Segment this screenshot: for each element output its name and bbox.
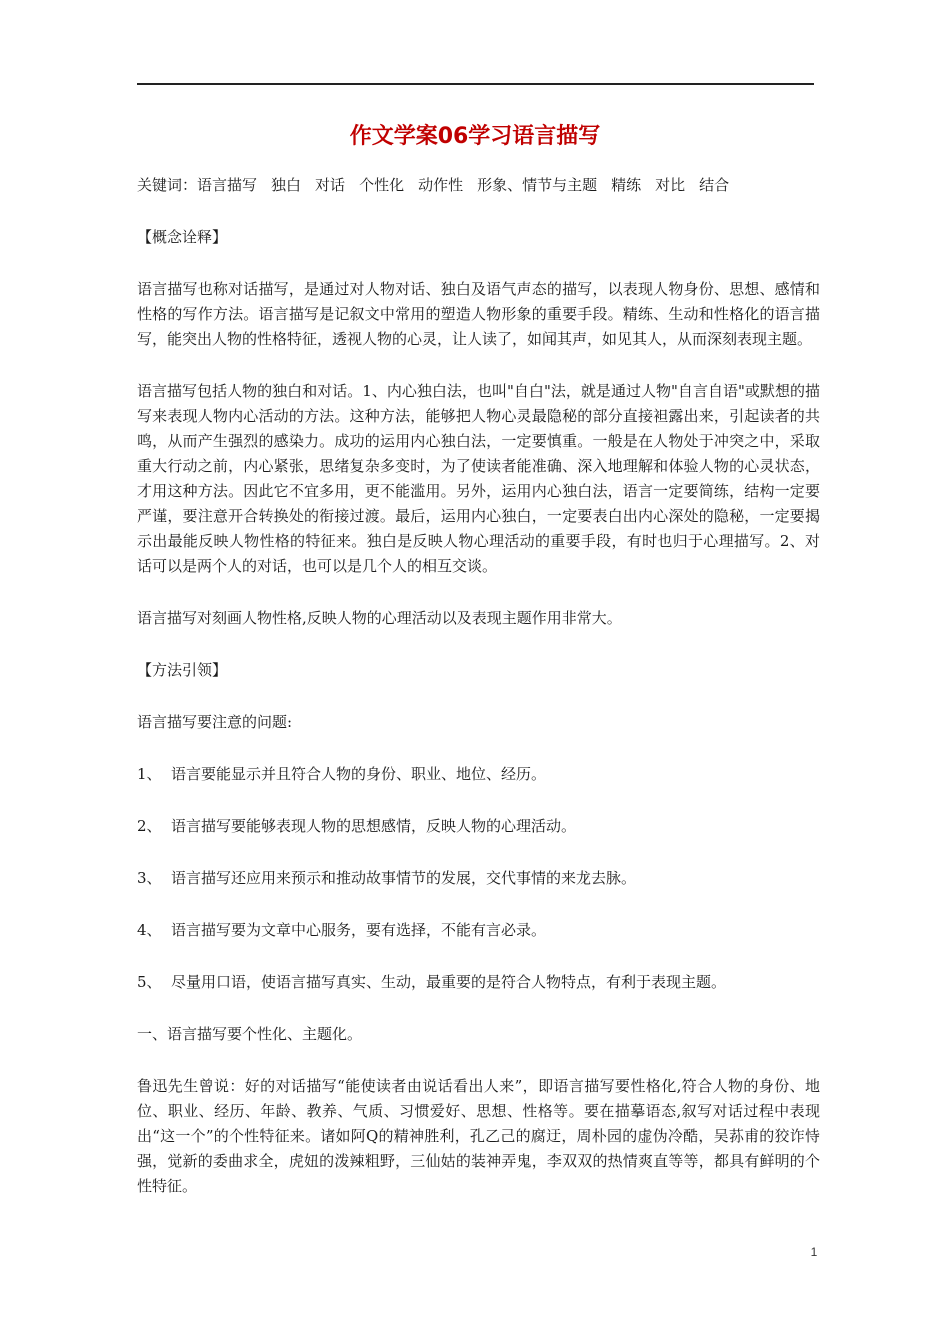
keyword: 形象、情节与主题: [477, 176, 598, 194]
method-item-text: 语言要能显示并且符合人物的身份、职业、地位、经历。: [171, 765, 547, 783]
keyword: 个性化: [359, 176, 405, 194]
method-item-text: 尽量用口语，使语言描写真实、生动，最重要的是符合人物特点，有利于表现主题。: [171, 973, 727, 991]
method-item-number: 5、: [137, 973, 162, 991]
method-item: [137, 970, 820, 995]
concept-paragraph-1: 语言描写也称对话描写，是通过对人物对话、独白及语气声态的描写，以表现人物身份、思想、感情和性格的写作方法。语言描写是记叙文中常用的塑造人物形象的重要手段。精练、生动和性格化的语言描写，能突出人物的性格特征，透视人物的心灵，让人读了，如闻其声，如见其人，从而深刻表现主题。: [137, 280, 820, 348]
method-item-number: 2、: [137, 817, 162, 835]
method-item: [137, 918, 820, 943]
luxun-paragraph: 鲁迅先生曾说：好的对话描写“能使读者由说话看出人来”，即语言描写要性格化,符合人物的身份、地位、职业、经历、年龄、教养、气质、习惯爱好、思想、性格等。要在描摹语态,叙写对话过程中表现出“这一个”的个性特征来。诸如阿Q的精神胜利，孔乙己的腐迂，周朴园的虚伪冷酷，吴荪甫的狡诈恃强，觉新的委曲求全，虎妞的泼辣粗野，三仙姑的装神弄鬼，李双双的热情爽直等等，都具有鲜明的个性特征。: [137, 1077, 820, 1195]
document-body: [137, 173, 820, 1199]
method-item-text: 语言描写还应用来预示和推动故事情节的发展，交代事情的来龙去脉。: [171, 869, 637, 887]
keyword: 动作性: [418, 176, 464, 194]
keyword: 精练: [611, 176, 642, 194]
method-item: [137, 762, 820, 787]
document-title: 作文学案06学习语言描写: [349, 124, 601, 149]
header-rule: [137, 83, 814, 85]
keyword: 语言描写: [197, 176, 258, 194]
section-heading-method: 【方法引领】: [137, 661, 228, 679]
keyword: 结合: [699, 176, 730, 194]
keyword: 对话: [315, 176, 346, 194]
method-item: [137, 814, 820, 839]
keywords-line: [137, 173, 820, 198]
keyword: 独白: [271, 176, 302, 194]
method-item-text: 语言描写要能够表现人物的思想感情，反映人物的心理活动。: [171, 817, 577, 835]
section-heading-concept: 【概念诠释】: [137, 228, 228, 246]
method-item: [137, 866, 820, 891]
method-item-number: 3、: [137, 869, 162, 887]
method-item-number: 1、: [137, 765, 162, 783]
concept-paragraph-3: 语言描写对刻画人物性格,反映人物的心理活动以及表现主题作用非常大。: [137, 609, 622, 627]
keyword: 对比: [655, 176, 686, 194]
page-number: 1: [810, 1245, 818, 1259]
method-item-text: 语言描写要为文章中心服务，要有选择，不能有言必录。: [171, 921, 547, 939]
method-item-number: 4、: [137, 921, 162, 939]
keywords-label: 关键词：: [137, 176, 198, 194]
method-intro: 语言描写要注意的问题:: [137, 713, 293, 731]
concept-paragraph-2: 语言描写包括人物的独白和对话。1、内心独白法，也叫"自白"法，就是通过人物"自言自语"或默想的描写来表现人物内心活动的方法。这种方法，能够把人物心灵最隐秘的部分直接袒露出来，引起读者的共鸣，从而产生强烈的感染力。成功的运用内心独白法，一定要慎重。一般是在人物处于冲突之中，采取重大行动之前，内心紧张，思绪复杂多变时，为了使读者能准确、深入地理解和体验人物的心灵状态，才用这种方法。因此它不宜多用，更不能滥用。另外，运用内心独白法，语言一定要简练，结构一定要严谨，要注意开合转换处的衔接过渡。最后，运用内心独白，一定要表白出内心深处的隐秘，一定要揭示出最能反映人物性格的特征来。独白是反映人物心理活动的重要手段，有时也归于心理描写。2、对话可以是两个人的对话，也可以是几个人的相互交谈。: [137, 382, 820, 575]
subheading-one: 一、语言描写要个性化、主题化。: [137, 1025, 363, 1043]
